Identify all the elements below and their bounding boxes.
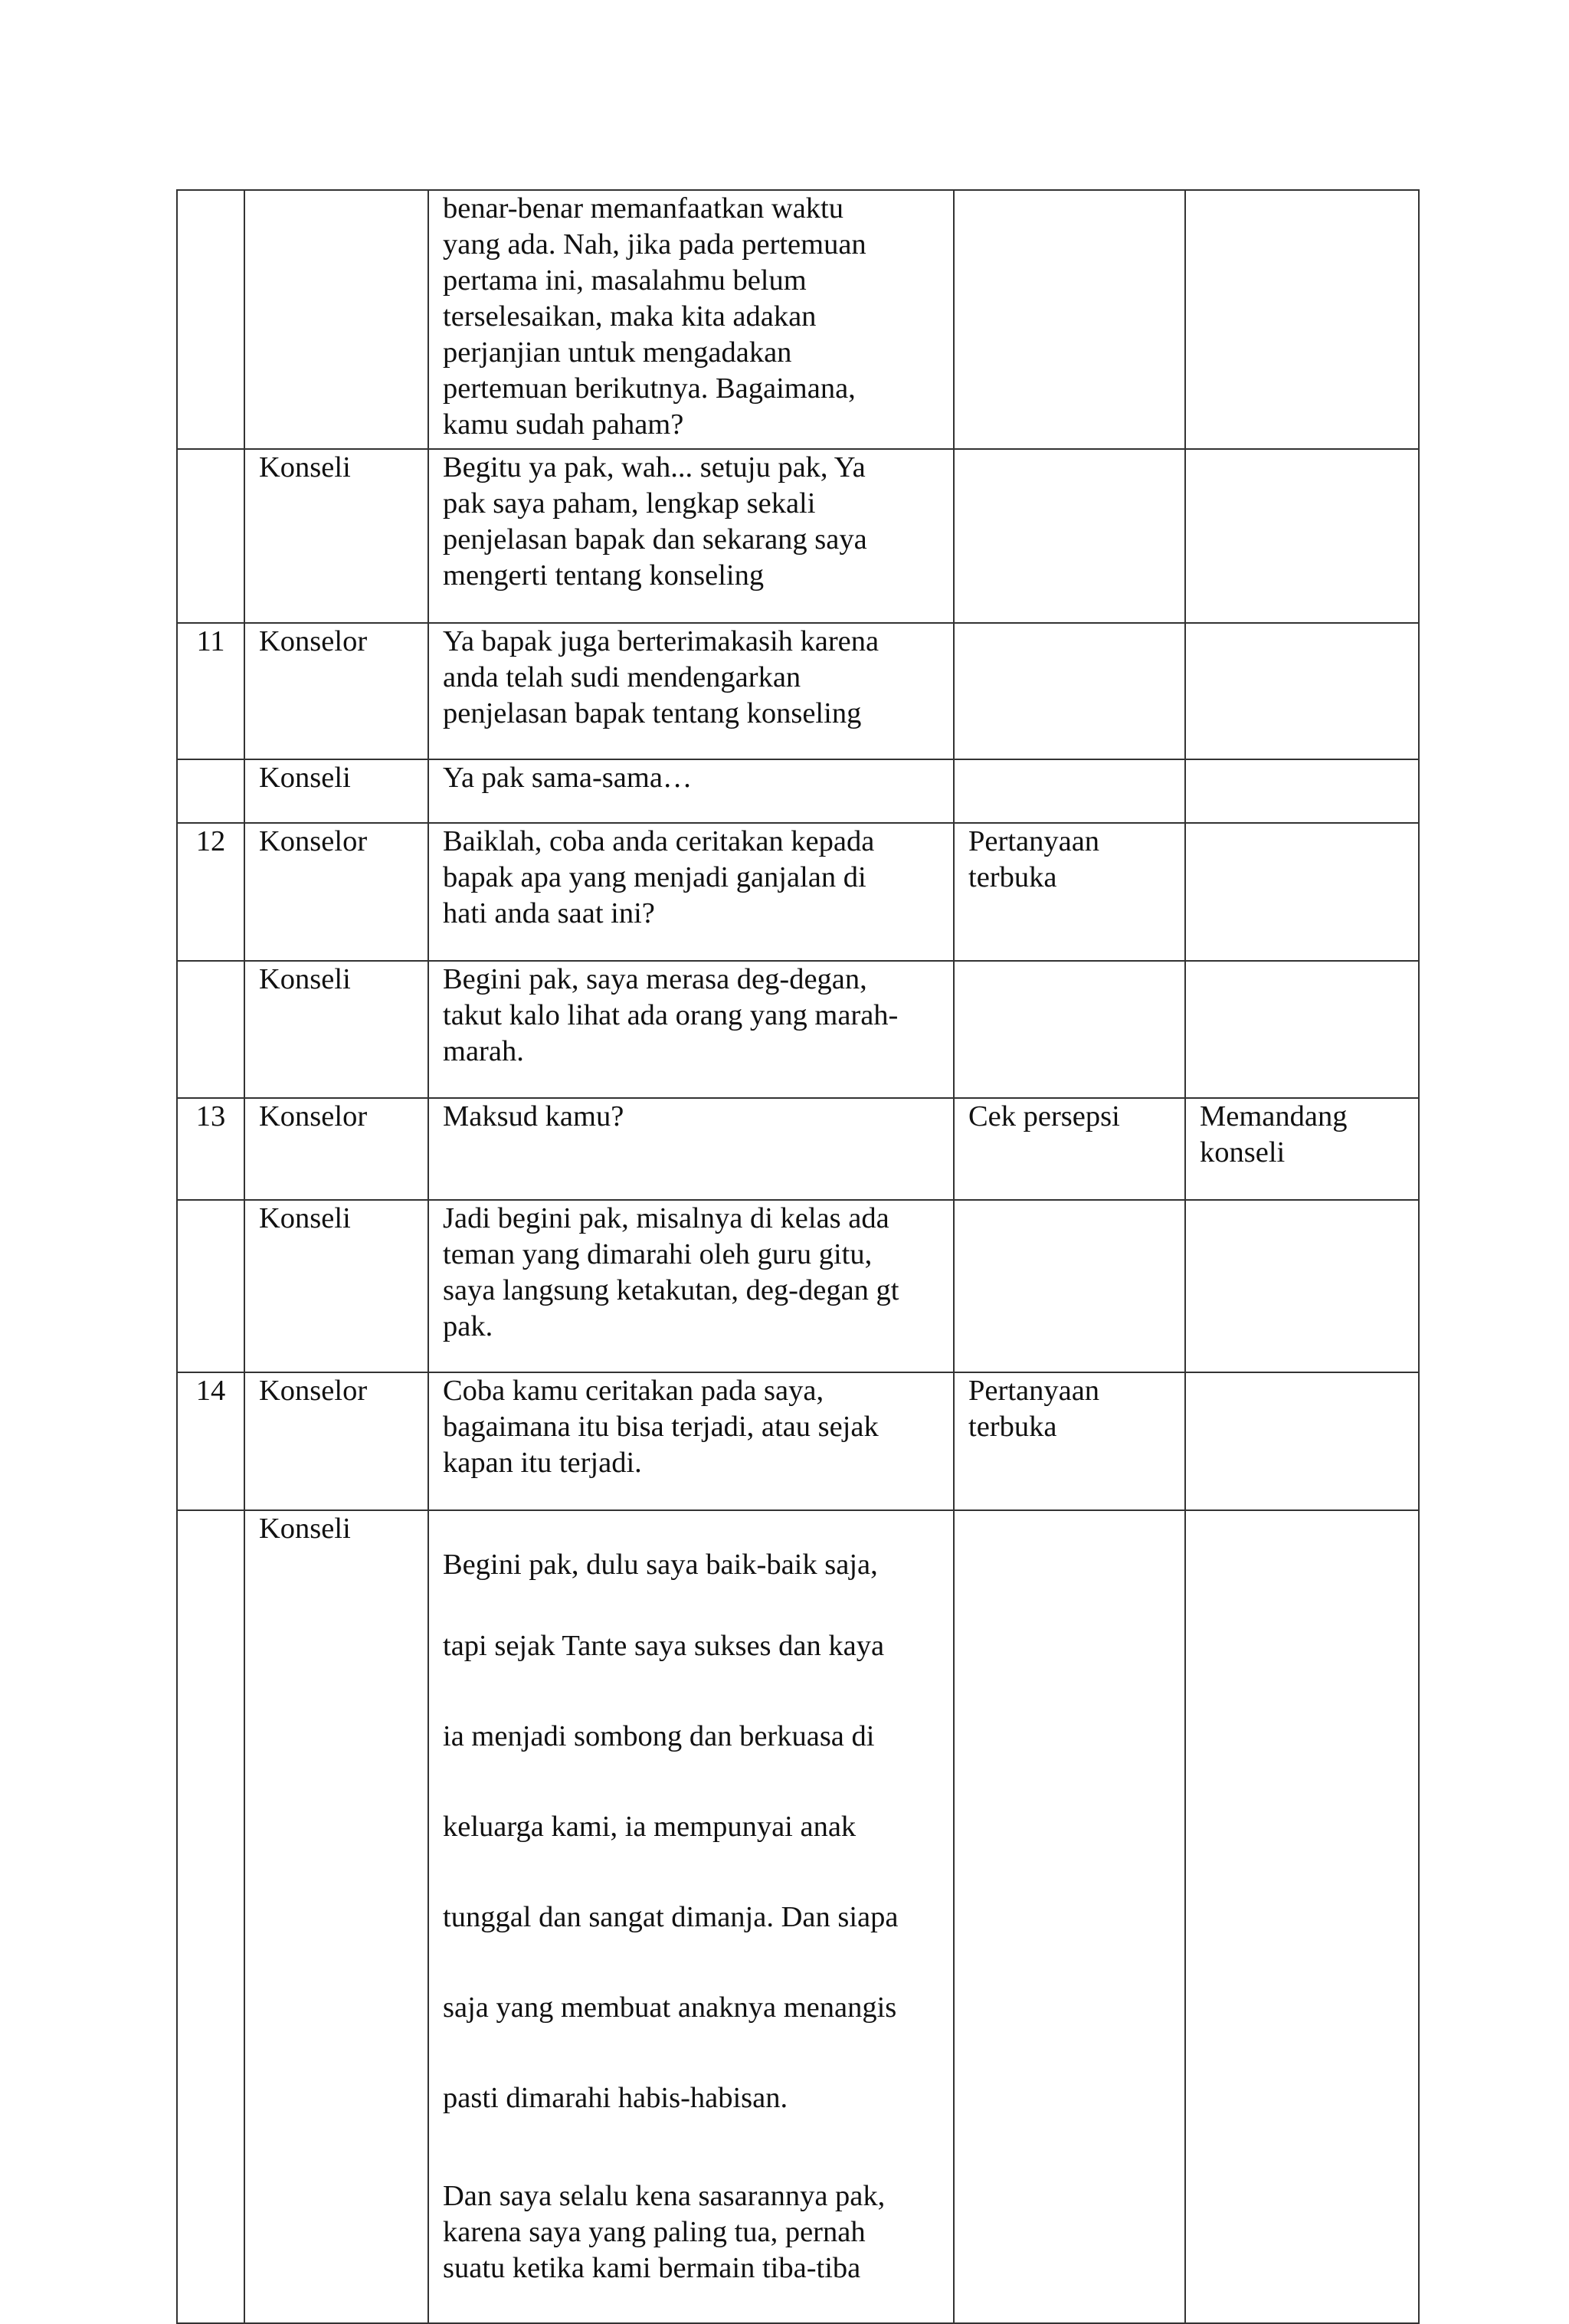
note-text — [1185, 961, 1419, 1098]
technique-text — [954, 1200, 1185, 1372]
row-number — [177, 961, 244, 1098]
row-number — [177, 449, 244, 623]
dialog-line: pasti dimarahi habis-habisan. — [443, 2082, 788, 2114]
note-text — [1185, 1372, 1419, 1510]
note-text — [1185, 1510, 1419, 2323]
dialog-line: ia menjadi sombong dan berkuasa di — [443, 1720, 875, 1752]
dialog-line: keluarga kami, ia mempunyai anak — [443, 1811, 857, 1843]
speaker-role: Konseli — [244, 449, 428, 623]
speaker-role: Konselor — [244, 823, 428, 961]
dialog-text: Jadi begini pak, misalnya di kelas ada teman yang dimarahi oleh guru gitu, saya langsung ketakutan, deg-degan gt pak. — [428, 1200, 954, 1372]
table-row — [177, 759, 1419, 823]
technique-text: Cek persepsi — [954, 1098, 1185, 1200]
note-text — [1185, 823, 1419, 961]
dialog-line: tapi sejak Tante saya sukses dan kaya — [443, 1630, 885, 1662]
note-text — [1185, 759, 1419, 823]
dialog-paragraph: Dan saya selalu kena sasarannya pak, karena saya yang paling tua, pernah suatu ketika kami bermain tiba-tiba — [443, 2180, 886, 2284]
row-number — [177, 190, 244, 449]
speaker-role: Konseli — [244, 961, 428, 1098]
row-number — [177, 1200, 244, 1372]
speaker-role: Konselor — [244, 1098, 428, 1200]
technique-text: Pertanyaan terbuka — [954, 823, 1185, 961]
row-number: 12 — [177, 823, 244, 961]
technique-text — [954, 190, 1185, 449]
note-text — [1185, 449, 1419, 623]
table-row — [177, 1510, 1419, 2323]
speaker-role: Konseli — [244, 1510, 428, 2323]
dialog-text: Ya bapak juga berterimakasih karena anda telah sudi mendengarkan penjelasan bapak tentang konseling — [428, 623, 954, 759]
table-row — [177, 449, 1419, 623]
technique-text: Pertanyaan terbuka — [954, 1372, 1185, 1510]
dialog-text: Begini pak, saya merasa deg-degan, takut kalo lihat ada orang yang marah- marah. — [428, 961, 954, 1098]
row-number: 13 — [177, 1098, 244, 1200]
speaker-role: Konseli — [244, 759, 428, 823]
note-text: Memandang konseli — [1185, 1098, 1419, 1200]
note-text — [1185, 190, 1419, 449]
dialog-text: Baiklah, coba anda ceritakan kepada bapak apa yang menjadi ganjalan di hati anda saat ini? — [428, 823, 954, 961]
dialog-text: Begitu ya pak, wah... setuju pak, Ya pak saya paham, lengkap sekali penjelasan bapak dan sekarang saya mengerti tentang konseling — [428, 449, 954, 623]
technique-text — [954, 1510, 1185, 2323]
row-number — [177, 1510, 244, 2323]
table-row — [177, 823, 1419, 961]
speaker-role — [244, 190, 428, 449]
note-text — [1185, 1200, 1419, 1372]
speaker-role: Konselor — [244, 623, 428, 759]
counseling-transcript-table — [176, 189, 1420, 2324]
table-row — [177, 1372, 1419, 1510]
table-row — [177, 1098, 1419, 1200]
note-text — [1185, 623, 1419, 759]
table-row — [177, 623, 1419, 759]
row-number: 14 — [177, 1372, 244, 1510]
dialog-text: Maksud kamu? — [428, 1098, 954, 1200]
dialog-line: tunggal dan sangat dimanja. Dan siapa — [443, 1901, 899, 1933]
table-row — [177, 1200, 1419, 1372]
technique-text — [954, 759, 1185, 823]
dialog-line: saja yang membuat anaknya menangis — [443, 1991, 897, 2024]
row-number: 11 — [177, 623, 244, 759]
dialog-text: Ya pak sama-sama… — [428, 759, 954, 823]
row-number — [177, 759, 244, 823]
technique-text — [954, 449, 1185, 623]
speaker-role: Konseli — [244, 1200, 428, 1372]
dialog-line: Begini pak, dulu saya baik-baik saja, — [443, 1549, 878, 1581]
dialog-text — [428, 1510, 954, 2323]
table-row — [177, 961, 1419, 1098]
speaker-role: Konselor — [244, 1372, 428, 1510]
dialog-text: Coba kamu ceritakan pada saya, bagaimana itu bisa terjadi, atau sejak kapan itu terjadi. — [428, 1372, 954, 1510]
technique-text — [954, 961, 1185, 1098]
dialog-text: benar-benar memanfaatkan waktu yang ada. Nah, jika pada pertemuan pertama ini, masalahmu belum terselesaikan, maka kita adakan perjanjian untuk mengadakan pertemuan berikutnya. Bagaimana, kamu sudah paham? — [428, 190, 954, 449]
technique-text — [954, 623, 1185, 759]
table-row — [177, 190, 1419, 449]
